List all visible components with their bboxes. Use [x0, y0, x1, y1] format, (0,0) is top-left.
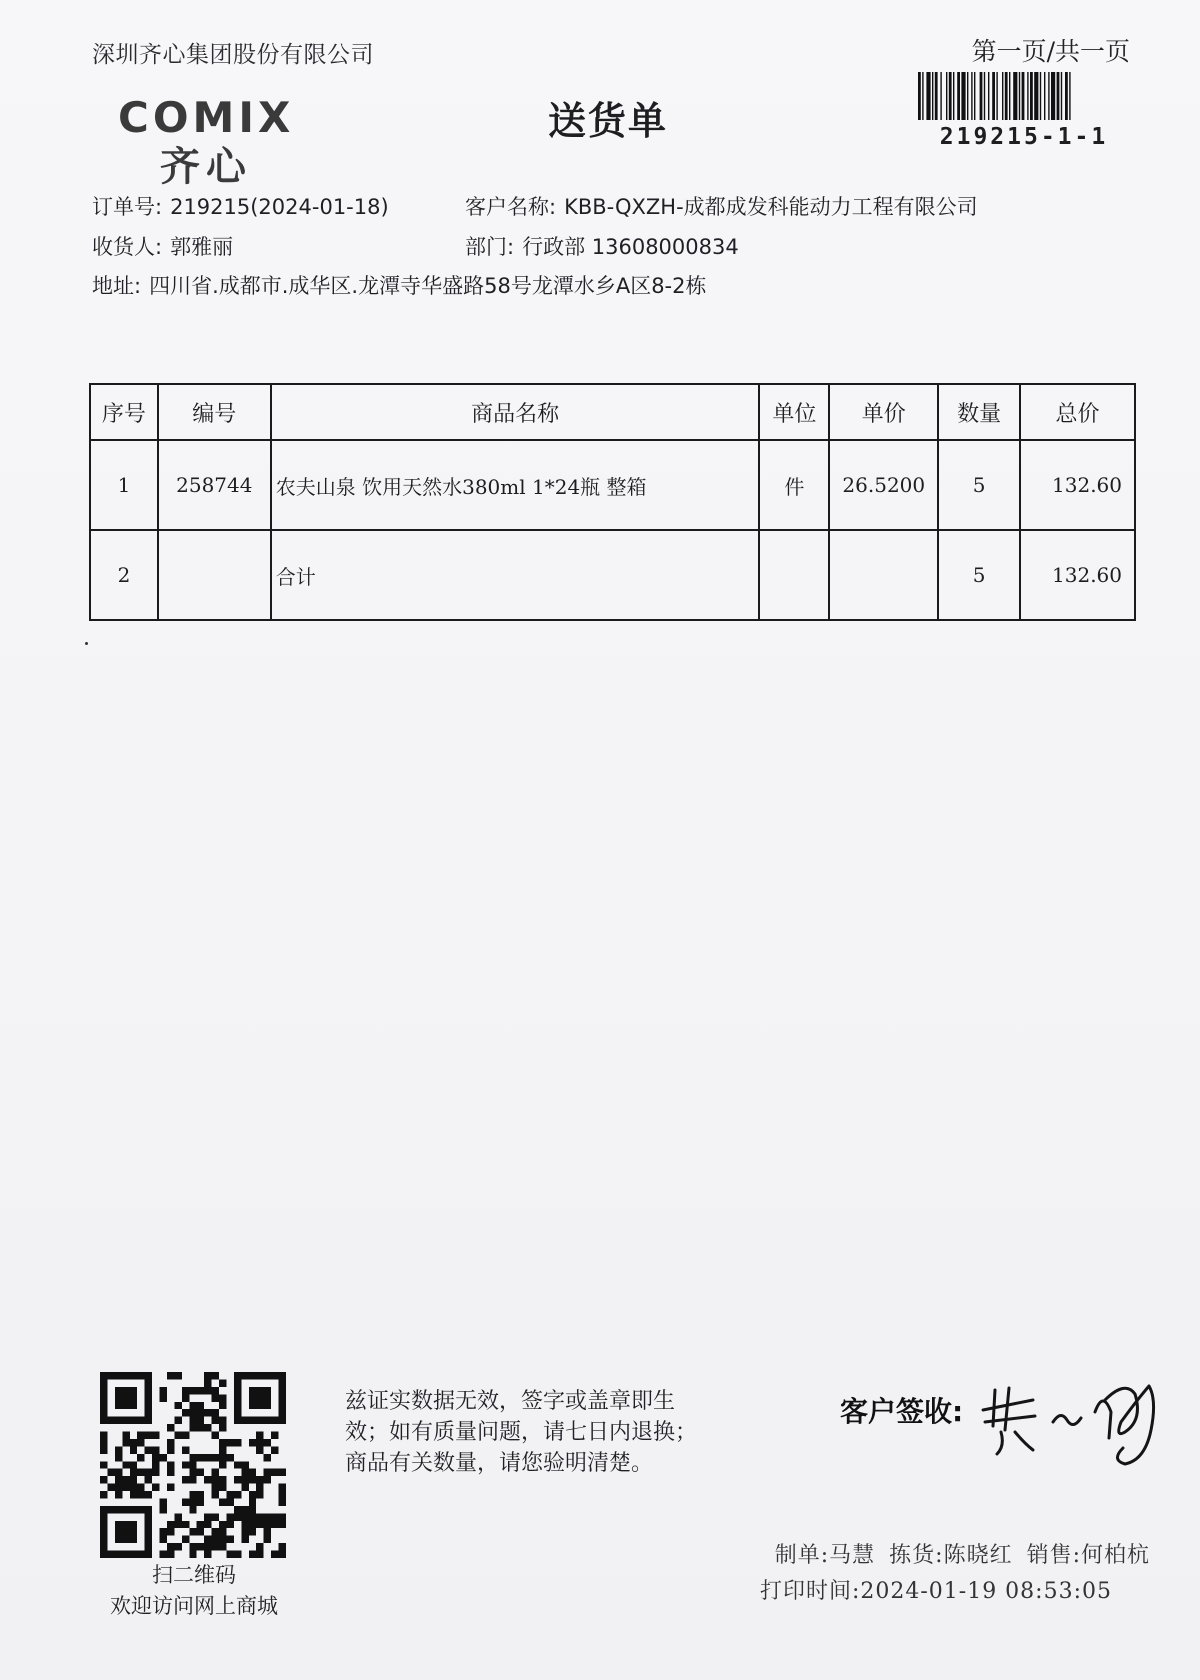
barcode-number: 219215-1-1: [939, 124, 1109, 150]
qr-caption: [86, 1560, 302, 1622]
address-line: [92, 270, 707, 300]
order-number-label: 订单号:: [92, 195, 163, 219]
cell-seq: 2: [90, 530, 158, 620]
customer-label: 客户名称:: [465, 195, 557, 219]
header-seq: 序号: [90, 384, 158, 440]
department-value: 行政部 13608000834: [522, 235, 739, 259]
receiver-label: 收货人:: [92, 235, 163, 259]
cell-product-name: 农夫山泉 饮用天然水380ml 1*24瓶 整箱: [271, 440, 760, 530]
print-time: 打印时间:2024-01-19 08:53:05: [759, 1579, 1112, 1604]
header-quantity: 数量: [938, 384, 1020, 440]
barcode: [918, 72, 1130, 120]
table-header-row: [90, 384, 1135, 440]
header-unit: 单位: [759, 384, 829, 440]
header-product-name: 商品名称: [271, 384, 760, 440]
staff-line: [775, 1538, 1150, 1569]
customer-signature-label: 客户签收:: [840, 1395, 964, 1428]
cell-unit: 件: [759, 440, 829, 530]
customer-line: [465, 191, 978, 221]
cell-code: [158, 530, 271, 620]
cell-quantity: 5: [938, 440, 1020, 530]
items-table: [89, 383, 1136, 621]
document-title: 送货单: [548, 99, 669, 143]
speck-mark: [85, 642, 88, 645]
cell-total: 132.60: [1020, 530, 1135, 620]
qr-caption-line-1: 扫二维码: [152, 1563, 236, 1587]
picked-by: 拣货:陈晓红: [889, 1543, 1013, 1568]
address-label: 地址:: [92, 274, 142, 298]
cell-seq: 1: [90, 440, 158, 530]
order-number-line: [92, 191, 389, 221]
cell-unit-price: 26.5200: [829, 440, 938, 530]
logo-brand-cn-text: 齐心: [160, 144, 252, 188]
logo-brand-text: COMIX: [118, 93, 295, 142]
made-by: 制单:马慧: [774, 1543, 876, 1568]
salesperson: 销售:何柏杭: [1026, 1543, 1150, 1568]
cell-quantity: 5: [938, 530, 1020, 620]
notice-line-3: 商品有关数量，请您验明清楚。: [345, 1451, 654, 1476]
company-name: 深圳齐心集团股份有限公司: [92, 42, 374, 68]
table-row: [90, 440, 1135, 530]
cell-unit-price: [829, 530, 938, 620]
handwritten-signature: [975, 1360, 1165, 1470]
header-unit-price: 单价: [829, 384, 938, 440]
notice-text: [345, 1386, 697, 1479]
department-line: [465, 231, 739, 261]
cell-code: 258744: [158, 440, 271, 530]
cell-unit: [759, 530, 829, 620]
qr-caption-line-2: 欢迎访问网上商城: [110, 1594, 278, 1618]
cell-product-name: 合计: [271, 530, 760, 620]
header-code: 编号: [158, 384, 271, 440]
notice-line-1: 兹证实数据无效，签字或盖章即生: [345, 1389, 676, 1414]
cell-total: 132.60: [1020, 440, 1135, 530]
order-number-value: 219215(2024-01-18): [170, 195, 389, 219]
department-label: 部门:: [465, 235, 515, 259]
table-row-summary: [90, 530, 1135, 620]
page-indicator: 第一页/共一页: [971, 37, 1130, 66]
customer-value: KBB-QXZH-成都成发科能动力工程有限公司: [564, 195, 978, 219]
address-value: 四川省.成都市.成华区.龙潭寺华盛路58号龙潭水乡A区8-2栋: [149, 274, 707, 298]
qr-code: [100, 1372, 286, 1558]
notice-line-2: 效；如有质量问题，请七日内退换；: [345, 1420, 698, 1445]
header-total: 总价: [1020, 384, 1135, 440]
receiver-value: 郭雅丽: [170, 235, 234, 259]
comix-logo: [112, 88, 352, 188]
receiver-line: [92, 231, 233, 261]
